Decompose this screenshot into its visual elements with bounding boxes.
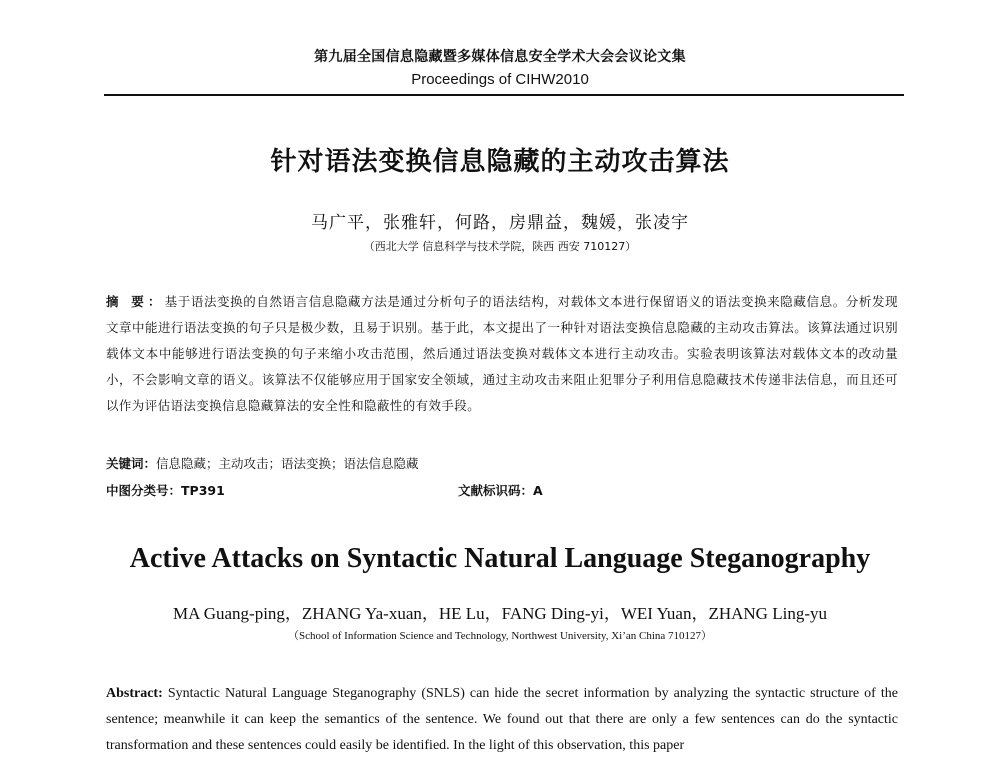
abstract-en	[106, 681, 898, 759]
document-code: 文献标识码：A	[458, 483, 543, 498]
authors-en: MA Guang-ping，ZHANG Ya-xuan，HE Lu，FANG Ding-yi，WEI Yuan，ZHANG Ling-yu	[173, 604, 827, 623]
paper-title-en: Active Attacks on Syntactic Natural Language Steganography	[129, 543, 871, 574]
keywords-text-cn: 信息隐藏；主动攻击；语法变换；语法信息隐藏	[156, 456, 419, 471]
affiliation-en: （School of Information Science and Technology, Northwest University, Xi’an China 710127）	[287, 630, 713, 642]
keywords-label-cn: 关键词：	[106, 456, 157, 471]
abstract-text-cn: 基于语法变换的自然语言信息隐藏方法是通过分析句子的语法结构，对载体文本进行保留语义的语法变换来隐藏信息。分析发现文章中能进行语法变换的句子只是极少数，且易于识别。基于此，本文提出了一种针对语法变换信息隐藏的主动攻击算法。该算法通过识别载体文本中能够进行语法变换的句子来缩小攻击范围，然后通过语法变换对载体文本进行主动攻击。实验表明该算法对载体文本的改动量小，不会影响文章的语义。该算法不仅能够应用于国家安全领域，通过主动攻击来阻止犯罪分子利用信息隐藏技术传递非法信息，而且还可以作为评估语法变换信息隐藏算法的安全性和隐蔽性的有效手段。	[106, 294, 898, 413]
abstract-text-en: Syntactic Natural Language Steganography (SNLS) can hide the secret information by analyzing the syntactic structure of the sentence; meanwhile it can keep the semantics of the sentence. We found out that there are only a few sentences can do the syntactic transformation and these sentences could easily be identified. In the light of this observation, this paper	[106, 686, 898, 753]
abstract-label-cn: 摘 要：	[106, 294, 165, 309]
paper-title-cn: 针对语法变换信息隐藏的主动攻击算法	[270, 147, 730, 177]
abstract-cn	[106, 289, 898, 419]
header-rule	[104, 94, 904, 96]
proceedings-header-en: Proceedings of CIHW2010	[411, 71, 589, 88]
keywords-cn	[106, 455, 898, 473]
classification-number: 中图分类号：TP391	[106, 483, 225, 498]
affiliation-cn: （西北大学 信息科学与技术学院，陕西 西安 710127）	[363, 240, 637, 253]
proceedings-header-cn: 第九届全国信息隐藏暨多媒体信息安全学术大会会议论文集	[314, 49, 686, 65]
authors-cn: 马广平，张雅轩，何路，房鼎益，魏媛，张凌宇	[311, 213, 689, 233]
abstract-label-en: Abstract:	[106, 686, 163, 701]
